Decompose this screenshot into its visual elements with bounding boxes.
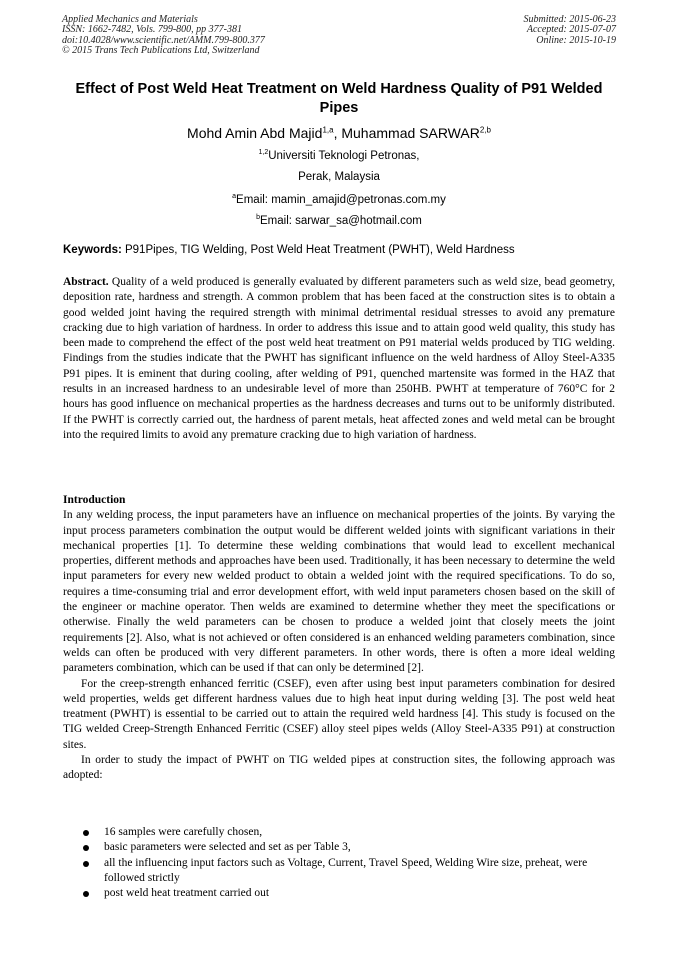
affiliation-university: $^{1,2}$Universiti Teknologi Petronas, bbox=[258, 149, 420, 162]
submitted-date: Submitted: 2015-06-23 bbox=[523, 14, 616, 25]
list-item: basic parameters were selected and set as per Table 3, bbox=[63, 840, 615, 855]
abstract bbox=[63, 275, 615, 443]
author-1-sup: 1,a bbox=[322, 125, 334, 135]
list-item: post weld heat treatment carried out bbox=[63, 886, 615, 901]
author-2-sup: 2,b bbox=[479, 125, 491, 135]
author-separator: , bbox=[333, 125, 342, 141]
online-date: Online: 2015-10-19 bbox=[536, 34, 616, 46]
bullet-icon bbox=[83, 830, 89, 836]
journal-name: Applied Mechanics and Materials bbox=[62, 14, 198, 25]
bullet-icon bbox=[83, 891, 89, 897]
bullet-icon bbox=[83, 845, 89, 851]
list-item: 16 samples were carefully chosen, bbox=[63, 825, 615, 840]
journal-header-right bbox=[524, 15, 617, 46]
introduction-paragraph-3: In order to study the impact of PWHT on TIG welded pipes at construction sites, the following approach was adopted: bbox=[63, 754, 615, 782]
accepted-date: Accepted: 2015-07-07 bbox=[526, 24, 616, 36]
affiliation-location: Perak, Malaysia bbox=[298, 171, 380, 183]
introduction-paragraph-2: For the creep-strength enhanced ferritic (CSEF), even after using best input parameters combination for desired weld properties, welds get different hardness values due to high heat input during welding [3]. The post weld heat treatment (PWHT) is essential to be carried out to attain the required weld hardness [4]. This study is focused on the TIG welded Creep-Strength Enhanced Ferritic (CSEF) alloy steel pipes welds (Alloy Steel-A335 P91) at construction sites. bbox=[63, 677, 615, 751]
journal-header-left bbox=[62, 15, 265, 57]
journal-doi: doi:10.4028/www.scientific.net/AMM.799-800.377 bbox=[62, 34, 265, 46]
author-1: Mohd Amin Abd Majid bbox=[187, 125, 323, 141]
journal-issn: ISSN: 1662-7482, Vols. 799-800, pp 377-381 bbox=[62, 24, 242, 36]
journal-copyright: © 2015 Trans Tech Publications Ltd, Switzerland bbox=[62, 45, 260, 57]
keywords-text: P91Pipes, TIG Welding, Post Weld Heat Treatment (PWHT), Weld Hardness bbox=[121, 244, 515, 256]
author-line bbox=[40, 125, 638, 141]
author-2: Muhammad SARWAR bbox=[341, 125, 480, 141]
email-b: $^b$Email: sarwar_sa@hotmail.com bbox=[256, 214, 422, 227]
approach-bullet-list bbox=[63, 825, 615, 901]
abstract-text: Quality of a weld produced is generally evaluated by different parameters such as weld size, bead geometry, deposition rate, hardness and strength. A common problem that has been faced at the construction sites is to obtain a good welded joint having the required strength with minimal detrimental residual stresses to avoid any premature cracking due to high variation of hardness. In order to address this issue and to attain good weld quality, this study has been made to comprehend the effect of the post weld heat treatment on P91 material welds produced by TIG welding. Findings from the studies indicate that the PWHT has significant influence on the weld hardness of Alloy Steel-A335 P91 pipes. It is eminent that during cooling, after welding of P91, quenched martensite was formed in the HAZ that results in an increased hardness to an undesirable level of more than 250HB. PWHT at temperature of 760°C for 2 hours has good influence on mechanical properties as the hardness decreases and turns out to be uniformly distributed. If the PWHT is correctly carried out, the hardness of parent metals, heat affected zones and weld metal can be brought into the required limits to avoid any premature cracking due to high variation of hardness. bbox=[63, 276, 615, 441]
abstract-label: Abstract. bbox=[63, 276, 109, 288]
keywords-line bbox=[63, 244, 615, 256]
affiliation-sup: 1,2 bbox=[258, 149, 269, 156]
introduction-paragraph-1: In any welding process, the input parameters have an influence on mechanical properties of the joints. By varying the input process parameters combination the output would be different welded joints with significant variations in their mechanical properties [1]. To determine these welding combinations that would lead to excellent mechanical properties, different methods and approaches have been used. Traditionally, it has been necessary to determine the weld input parameters for every new welded product to obtain a welded joint with the required specifications. To do so, requires a time-consuming trial and error development effort, with weld input parameters chosen based on the skill of the engineer or machine operator. Then welds are examined to determine whether they meet the specifications or otherwise. Finally the weld parameters can be chosen to produce a welded joint that closely meets the joint requirements [2]. Also, what is not achieved or often considered is an enhanced welding parameters combination, since welds can often be produced with very different parameters. In other words, there is often a more ideal welding parameters combination, which can be used if that can only be determined [2]. bbox=[63, 509, 615, 675]
keywords-label: Keywords: bbox=[63, 244, 122, 256]
list-item: all the influencing input factors such as Voltage, Current, Travel Speed, Welding Wire size, preheat, were followed strictly bbox=[63, 856, 615, 887]
introduction-heading: Introduction bbox=[63, 494, 126, 506]
introduction-section bbox=[63, 493, 615, 784]
bullet-icon bbox=[83, 861, 89, 867]
paper-title: Effect of Post Weld Heat Treatment on Weld Hardness Quality of P91 Welded Pipes bbox=[75, 81, 603, 116]
email-a: $^a$Email: mamin_amajid@petronas.com.my bbox=[232, 193, 446, 206]
